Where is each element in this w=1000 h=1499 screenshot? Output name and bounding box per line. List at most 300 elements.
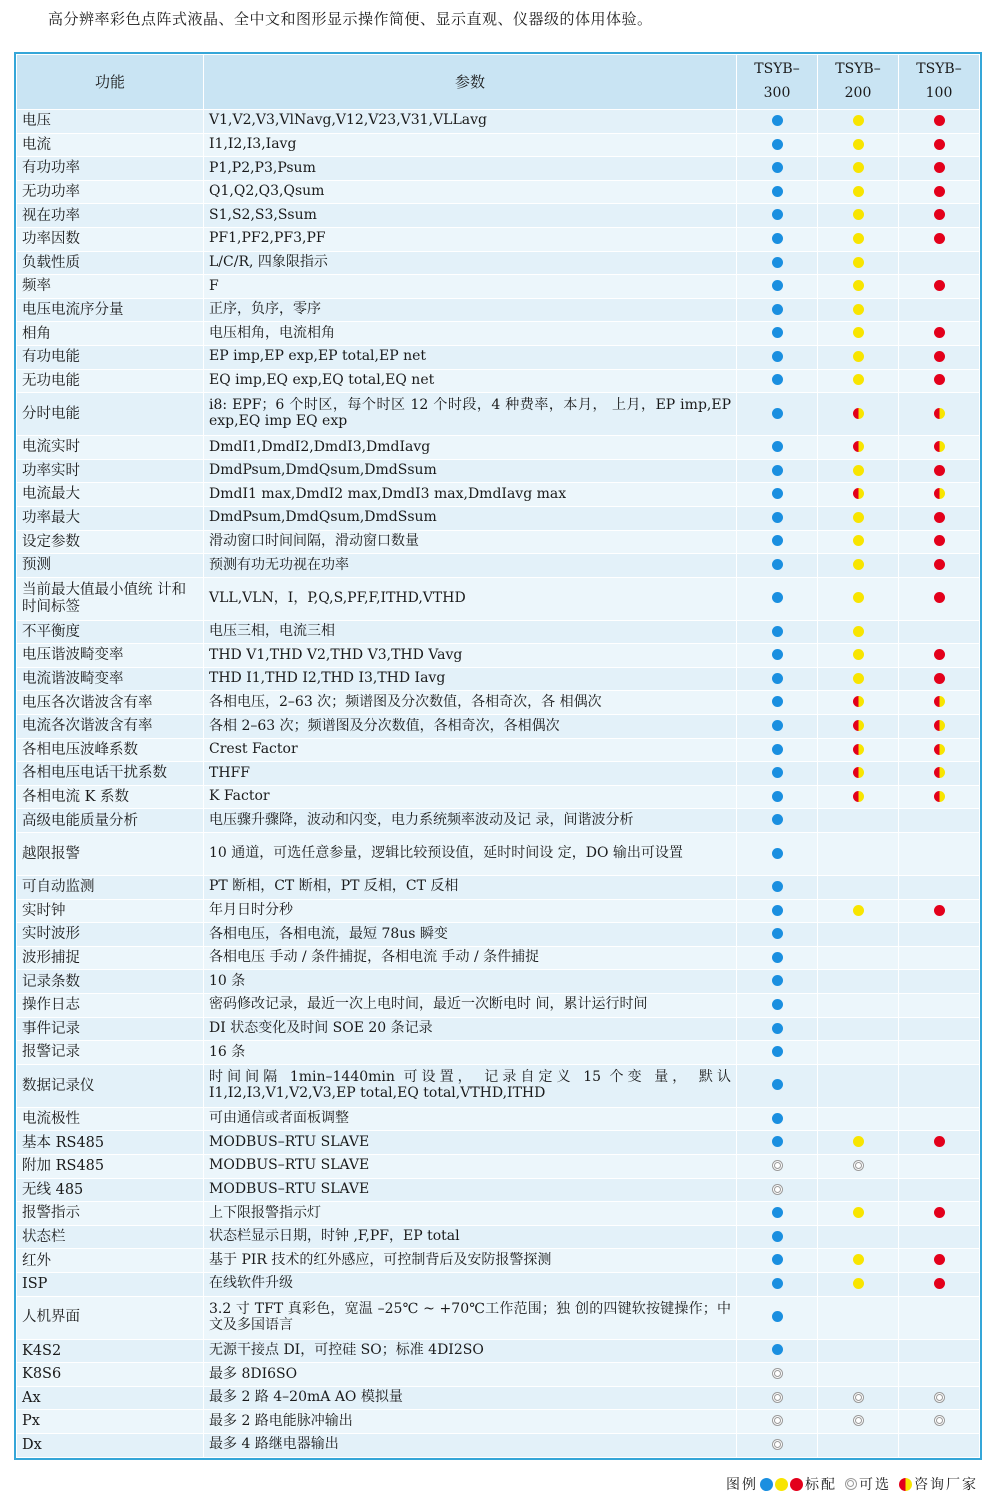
optional-ring-icon <box>772 1439 783 1450</box>
model-cell <box>818 204 899 228</box>
model-cell <box>899 738 980 762</box>
model-cell <box>737 1296 818 1339</box>
standard-yellow-dot-icon <box>853 115 864 126</box>
feature-cell: 视在功率 <box>17 204 204 228</box>
consult-half-dot-icon <box>853 720 864 731</box>
model-cell <box>818 227 899 251</box>
model-cell <box>899 1017 980 1041</box>
model-cell <box>818 1363 899 1387</box>
param-cell: 正序，负序，零序 <box>204 298 737 322</box>
standard-blue-dot-icon <box>772 488 783 499</box>
model-cell <box>737 1041 818 1065</box>
param-cell: THD V1,THD V2,THD V3,THD Vavg <box>204 644 737 668</box>
model-cell <box>737 1272 818 1296</box>
standard-red-dot-icon <box>934 209 945 220</box>
model-cell <box>818 691 899 715</box>
param-cell: 各相电压，2–63 次；频谱图及分次数值，各相奇次，各 相偶次 <box>204 691 737 715</box>
legend-optional-label: 可选 <box>859 1477 891 1493</box>
model-cell <box>737 554 818 578</box>
model-name-line1: TSYB– <box>916 61 962 78</box>
standard-blue-dot-icon <box>772 975 783 986</box>
param-cell: 可由通信或者面板调整 <box>204 1107 737 1131</box>
model-cell <box>899 227 980 251</box>
param-cell: 10 通道，可选任意参量，逻辑比较预设值，延时时间设 定，DO 输出可设置 <box>204 833 737 876</box>
model-cell <box>737 1386 818 1410</box>
standard-yellow-dot-icon <box>853 186 864 197</box>
standard-blue-dot-icon <box>772 1079 783 1090</box>
legend-title: 图例 <box>726 1477 758 1493</box>
standard-blue-dot-icon <box>772 881 783 892</box>
table-row <box>17 1249 980 1273</box>
table-row <box>17 620 980 644</box>
model-cell <box>818 577 899 620</box>
standard-red-dot-icon <box>934 673 945 684</box>
standard-red-dot-icon <box>934 233 945 244</box>
table-row <box>17 298 980 322</box>
standard-red-dot-icon <box>934 905 945 916</box>
model-cell <box>818 762 899 786</box>
model-cell <box>818 1272 899 1296</box>
model-cell <box>818 946 899 970</box>
model-cell <box>899 1339 980 1363</box>
standard-yellow-dot-icon <box>853 351 864 362</box>
param-cell: MODBUS–RTU SLAVE <box>204 1154 737 1178</box>
table-row <box>17 227 980 251</box>
table-body <box>17 110 980 1458</box>
table-row <box>17 1296 980 1339</box>
model-cell <box>899 1363 980 1387</box>
model-cell <box>818 1154 899 1178</box>
model-cell <box>899 180 980 204</box>
model-cell <box>899 393 980 436</box>
consult-half-dot-icon <box>853 744 864 755</box>
model-cell <box>737 899 818 923</box>
model-cell <box>737 1064 818 1107</box>
feature-cell: 记录条数 <box>17 970 204 994</box>
model-cell <box>899 994 980 1018</box>
consult-half-dot-icon <box>934 441 945 452</box>
standard-blue-dot-icon <box>772 162 783 173</box>
standard-red-dot-icon <box>934 535 945 546</box>
standard-red-dot-icon <box>934 649 945 660</box>
table-row <box>17 110 980 134</box>
model-cell <box>818 506 899 530</box>
model-cell <box>818 110 899 134</box>
table-row <box>17 833 980 876</box>
model-cell <box>818 899 899 923</box>
table-row <box>17 644 980 668</box>
standard-blue-dot-icon <box>772 1113 783 1124</box>
model-cell <box>818 1339 899 1363</box>
model-cell <box>737 157 818 181</box>
model-cell <box>899 459 980 483</box>
legend-red-dot-icon <box>790 1478 803 1491</box>
table-row <box>17 180 980 204</box>
table-row <box>17 762 980 786</box>
param-cell: MODBUS–RTU SLAVE <box>204 1131 737 1155</box>
feature-cell: 有功功率 <box>17 157 204 181</box>
standard-blue-dot-icon <box>772 139 783 150</box>
feature-cell: 分时电能 <box>17 393 204 436</box>
standard-yellow-dot-icon <box>853 673 864 684</box>
table-row <box>17 530 980 554</box>
feature-cell: 电压谐波畸变率 <box>17 644 204 668</box>
param-cell: 密码修改记录，最近一次上电时间，最近一次断电时 间，累计运行时间 <box>204 994 737 1018</box>
model-cell <box>899 762 980 786</box>
table-row <box>17 369 980 393</box>
table-row <box>17 436 980 460</box>
table-row <box>17 506 980 530</box>
model-cell <box>818 644 899 668</box>
standard-blue-dot-icon <box>772 673 783 684</box>
param-cell: EP imp,EP exp,EP total,EP net <box>204 345 737 369</box>
optional-ring-icon <box>772 1368 783 1379</box>
param-cell: 年月日时分秒 <box>204 899 737 923</box>
param-cell: 最多 8DI6SO <box>204 1363 737 1387</box>
table-row <box>17 204 980 228</box>
model-cell <box>737 1017 818 1041</box>
param-cell: PT 断相，CT 断相，PT 反相，CT 反相 <box>204 876 737 900</box>
model-cell <box>737 393 818 436</box>
model-cell <box>818 970 899 994</box>
standard-yellow-dot-icon <box>853 1207 864 1218</box>
feature-cell: 设定参数 <box>17 530 204 554</box>
model-cell <box>737 1225 818 1249</box>
optional-ring-icon <box>934 1392 945 1403</box>
model-cell <box>737 644 818 668</box>
standard-blue-dot-icon <box>772 848 783 859</box>
feature-cell: 附加 RS485 <box>17 1154 204 1178</box>
consult-half-dot-icon <box>934 720 945 731</box>
model-cell <box>737 436 818 460</box>
model-cell <box>737 530 818 554</box>
feature-cell: 报警指示 <box>17 1202 204 1226</box>
standard-blue-dot-icon <box>772 535 783 546</box>
model-cell <box>737 459 818 483</box>
model-cell <box>899 369 980 393</box>
feature-cell: Ax <box>17 1386 204 1410</box>
standard-blue-dot-icon <box>772 374 783 385</box>
optional-ring-icon <box>853 1160 864 1171</box>
param-cell: 电压相角，电流相角 <box>204 322 737 346</box>
standard-blue-dot-icon <box>772 905 783 916</box>
standard-blue-dot-icon <box>772 465 783 476</box>
standard-blue-dot-icon <box>772 115 783 126</box>
model-cell <box>899 715 980 739</box>
standard-red-dot-icon <box>934 1136 945 1147</box>
model-cell <box>737 1433 818 1457</box>
param-cell: 时间间隔 1min–1440min 可设置， 记录自定义 15 个变 量， 默认 I1,I2,I3,V1,V2,V3,EP total,EQ total,VTHD,ITHD <box>204 1064 737 1107</box>
legend <box>726 1474 978 1494</box>
standard-blue-dot-icon <box>772 1136 783 1147</box>
param-cell: 基于 PIR 技术的红外感应，可控制背后及安防报警探测 <box>204 1249 737 1273</box>
model-cell <box>899 899 980 923</box>
table-row <box>17 785 980 809</box>
param-cell: 滑动窗口时间间隔，滑动窗口数量 <box>204 530 737 554</box>
param-cell: 上下限报警指示灯 <box>204 1202 737 1226</box>
standard-blue-dot-icon <box>772 1231 783 1242</box>
table-row <box>17 133 980 157</box>
table-row <box>17 345 980 369</box>
model-cell <box>737 1154 818 1178</box>
model-cell <box>818 1131 899 1155</box>
standard-yellow-dot-icon <box>853 465 864 476</box>
model-cell <box>818 180 899 204</box>
consult-half-dot-icon <box>934 696 945 707</box>
standard-yellow-dot-icon <box>853 626 864 637</box>
model-name-line2: 200 <box>844 85 872 101</box>
legend-consult-label: 咨询厂家 <box>914 1477 978 1493</box>
param-cell: DmdI1 max,DmdI2 max,DmdI3 max,DmdIavg max <box>204 483 737 507</box>
feature-cell: 频率 <box>17 275 204 299</box>
table-row <box>17 322 980 346</box>
model-cell <box>818 1041 899 1065</box>
table-row <box>17 1131 980 1155</box>
standard-yellow-dot-icon <box>853 233 864 244</box>
param-cell: P1,P2,P3,Psum <box>204 157 737 181</box>
model-cell <box>818 1249 899 1273</box>
model-cell <box>737 946 818 970</box>
model-cell <box>737 691 818 715</box>
standard-blue-dot-icon <box>772 767 783 778</box>
param-cell: S1,S2,S3,Ssum <box>204 204 737 228</box>
feature-cell: 数据记录仪 <box>17 1064 204 1107</box>
standard-blue-dot-icon <box>772 351 783 362</box>
table-row <box>17 946 980 970</box>
standard-red-dot-icon <box>934 374 945 385</box>
legend-standard-label: 标配 <box>805 1477 837 1493</box>
param-cell: Crest Factor <box>204 738 737 762</box>
standard-blue-dot-icon <box>772 209 783 220</box>
consult-half-dot-icon <box>934 791 945 802</box>
model-cell <box>737 1178 818 1202</box>
feature-cell: 人机界面 <box>17 1296 204 1339</box>
feature-cell: K8S6 <box>17 1363 204 1387</box>
standard-yellow-dot-icon <box>853 280 864 291</box>
table-row <box>17 1017 980 1041</box>
intro-text: 高分辨率彩色点阵式液晶、全中文和图形显示操作简便、显示直观、仪器级的体用体验。 <box>48 10 653 28</box>
param-cell: 最多 4 路继电器输出 <box>204 1433 737 1457</box>
model-cell <box>899 1249 980 1273</box>
model-cell <box>899 298 980 322</box>
model-cell <box>737 110 818 134</box>
standard-blue-dot-icon <box>772 696 783 707</box>
table-row <box>17 157 980 181</box>
model-cell <box>737 1107 818 1131</box>
model-cell <box>818 369 899 393</box>
optional-ring-icon <box>772 1184 783 1195</box>
feature-cell: ISP <box>17 1272 204 1296</box>
standard-red-dot-icon <box>934 115 945 126</box>
model-cell <box>899 876 980 900</box>
model-cell <box>737 322 818 346</box>
standard-blue-dot-icon <box>772 720 783 731</box>
model-cell <box>818 620 899 644</box>
model-cell <box>818 876 899 900</box>
model-cell <box>818 1386 899 1410</box>
standard-yellow-dot-icon <box>853 512 864 523</box>
param-cell: DmdPsum,DmdQsum,DmdSsum <box>204 506 737 530</box>
standard-red-dot-icon <box>934 512 945 523</box>
feature-cell: 各相电压波峰系数 <box>17 738 204 762</box>
table-row <box>17 1154 980 1178</box>
model-cell <box>818 436 899 460</box>
standard-blue-dot-icon <box>772 999 783 1010</box>
model-cell <box>899 1154 980 1178</box>
model-cell <box>737 483 818 507</box>
param-cell: 各相电压 手动 / 条件捕捉，各相电流 手动 / 条件捕捉 <box>204 946 737 970</box>
model-cell <box>899 1410 980 1434</box>
model-cell <box>737 809 818 833</box>
feature-cell: 各相电压电话干扰系数 <box>17 762 204 786</box>
param-cell: V1,V2,V3,VlNavg,V12,V23,V31,VLLavg <box>204 110 737 134</box>
model-cell <box>737 667 818 691</box>
feature-cell: 操作日志 <box>17 994 204 1018</box>
feature-cell: 波形捕捉 <box>17 946 204 970</box>
model-cell <box>818 251 899 275</box>
model-name-line1: TSYB– <box>835 61 881 78</box>
feature-cell: 实时钟 <box>17 899 204 923</box>
standard-red-dot-icon <box>934 465 945 476</box>
standard-blue-dot-icon <box>772 814 783 825</box>
standard-blue-dot-icon <box>772 1046 783 1057</box>
optional-ring-icon <box>772 1415 783 1426</box>
standard-red-dot-icon <box>934 280 945 291</box>
consult-half-dot-icon <box>853 696 864 707</box>
param-cell: THD I1,THD I2,THD I3,THD Iavg <box>204 667 737 691</box>
model-cell <box>899 483 980 507</box>
table-row <box>17 923 980 947</box>
param-cell: DI 状态变化及时间 SOE 20 条记录 <box>204 1017 737 1041</box>
param-cell: Q1,Q2,Q3,Qsum <box>204 180 737 204</box>
model-cell <box>818 1433 899 1457</box>
feature-cell: 不平衡度 <box>17 620 204 644</box>
model-cell <box>899 530 980 554</box>
model-cell <box>899 970 980 994</box>
model-cell <box>899 1178 980 1202</box>
feature-cell: K4S2 <box>17 1339 204 1363</box>
model-cell <box>899 644 980 668</box>
model-cell <box>818 994 899 1018</box>
consult-half-dot-icon <box>853 488 864 499</box>
standard-blue-dot-icon <box>772 791 783 802</box>
feature-cell: 功率最大 <box>17 506 204 530</box>
model-cell <box>737 345 818 369</box>
model-cell <box>737 715 818 739</box>
model-cell <box>818 393 899 436</box>
param-cell: L/C/R, 四象限指示 <box>204 251 737 275</box>
model-cell <box>737 738 818 762</box>
standard-yellow-dot-icon <box>853 304 864 315</box>
standard-red-dot-icon <box>934 1207 945 1218</box>
standard-blue-dot-icon <box>772 304 783 315</box>
optional-ring-icon <box>772 1160 783 1171</box>
standard-red-dot-icon <box>934 559 945 570</box>
param-cell: 电压骤升骤降，波动和闪变，电力系统频率波动及记 录，间谐波分析 <box>204 809 737 833</box>
header-model <box>737 55 818 110</box>
table-row <box>17 1202 980 1226</box>
standard-blue-dot-icon <box>772 649 783 660</box>
model-cell <box>899 1064 980 1107</box>
standard-blue-dot-icon <box>772 928 783 939</box>
optional-ring-icon <box>853 1415 864 1426</box>
standard-yellow-dot-icon <box>853 559 864 570</box>
model-cell <box>899 923 980 947</box>
table-row <box>17 1410 980 1434</box>
table-row <box>17 738 980 762</box>
param-cell: VLL,VLN，I，P,Q,S,PF,F,ITHD,VTHD <box>204 577 737 620</box>
standard-yellow-dot-icon <box>853 209 864 220</box>
standard-blue-dot-icon <box>772 1207 783 1218</box>
optional-ring-icon <box>772 1392 783 1403</box>
header-model <box>899 55 980 110</box>
model-cell <box>818 459 899 483</box>
model-cell <box>899 133 980 157</box>
model-cell <box>899 667 980 691</box>
standard-blue-dot-icon <box>772 1254 783 1265</box>
model-cell <box>737 762 818 786</box>
standard-red-dot-icon <box>934 1254 945 1265</box>
consult-half-dot-icon <box>934 744 945 755</box>
model-cell <box>737 994 818 1018</box>
feature-cell: 功率实时 <box>17 459 204 483</box>
feature-cell: 各相电流 K 系数 <box>17 785 204 809</box>
standard-yellow-dot-icon <box>853 257 864 268</box>
consult-half-dot-icon <box>934 488 945 499</box>
model-cell <box>899 1131 980 1155</box>
param-cell: 最多 2 路电能脉冲输出 <box>204 1410 737 1434</box>
standard-red-dot-icon <box>934 139 945 150</box>
feature-table <box>14 52 982 1460</box>
standard-red-dot-icon <box>934 162 945 173</box>
model-cell <box>899 1296 980 1339</box>
model-cell <box>737 577 818 620</box>
model-cell <box>899 620 980 644</box>
feature-cell: 电流实时 <box>17 436 204 460</box>
table-row <box>17 715 980 739</box>
model-cell <box>899 251 980 275</box>
feature-cell: 电流谐波畸变率 <box>17 667 204 691</box>
model-cell <box>737 923 818 947</box>
standard-red-dot-icon <box>934 592 945 603</box>
standard-red-dot-icon <box>934 1278 945 1289</box>
model-cell <box>737 1202 818 1226</box>
table-row <box>17 251 980 275</box>
model-cell <box>899 1386 980 1410</box>
standard-red-dot-icon <box>934 351 945 362</box>
model-cell <box>818 809 899 833</box>
feature-cell: 红外 <box>17 1249 204 1273</box>
model-cell <box>899 833 980 876</box>
standard-blue-dot-icon <box>772 233 783 244</box>
feature-cell: 基本 RS485 <box>17 1131 204 1155</box>
table-row <box>17 1272 980 1296</box>
standard-red-dot-icon <box>934 186 945 197</box>
standard-yellow-dot-icon <box>853 327 864 338</box>
model-cell <box>899 345 980 369</box>
standard-blue-dot-icon <box>772 1278 783 1289</box>
model-cell <box>899 1041 980 1065</box>
table-row <box>17 899 980 923</box>
table-row <box>17 1041 980 1065</box>
model-cell <box>899 809 980 833</box>
model-cell <box>818 530 899 554</box>
model-name-line1: TSYB– <box>754 61 800 78</box>
feature-cell: 高级电能质量分析 <box>17 809 204 833</box>
model-cell <box>899 577 980 620</box>
param-cell: THFF <box>204 762 737 786</box>
header-feature: 功能 <box>17 55 204 110</box>
